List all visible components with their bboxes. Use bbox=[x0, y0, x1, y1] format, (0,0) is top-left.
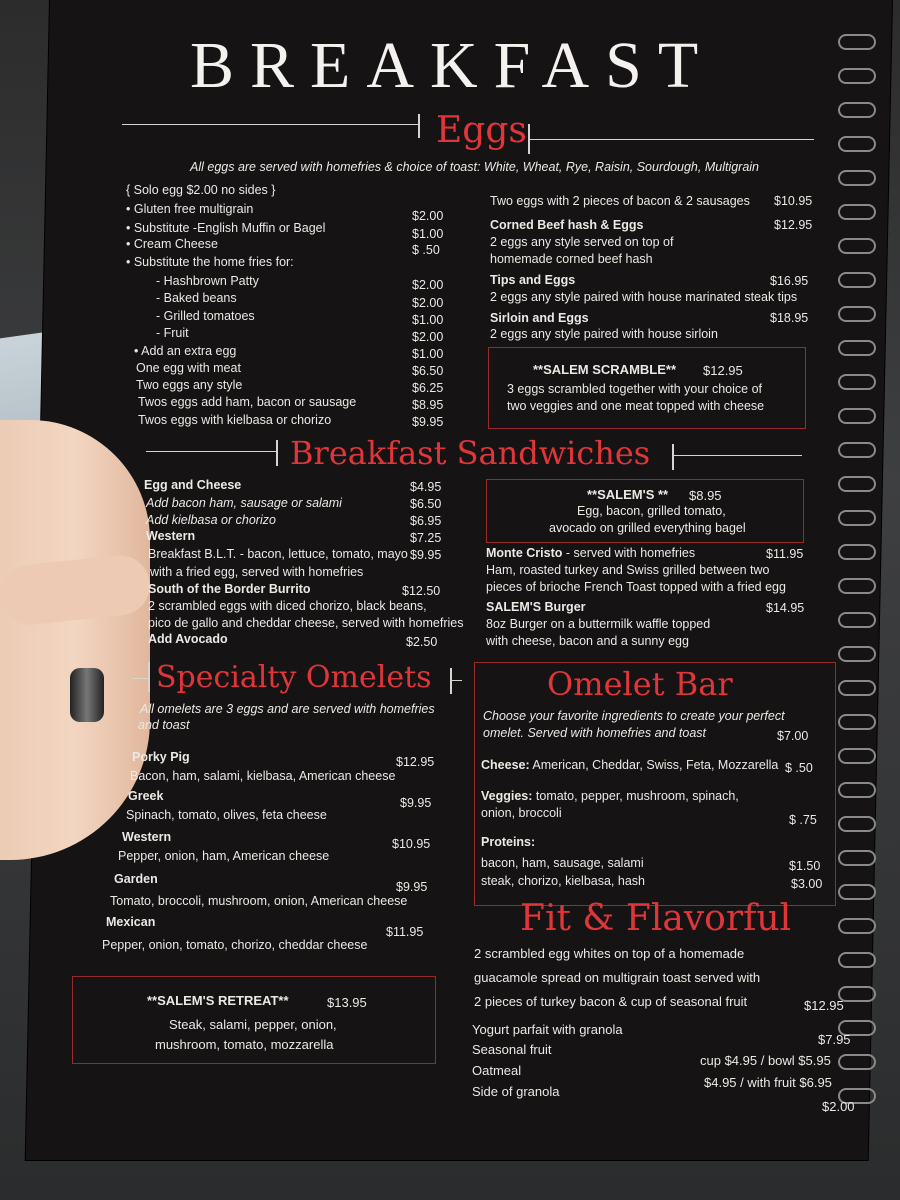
price: $ .75 bbox=[789, 813, 817, 827]
price: $3.00 bbox=[791, 877, 823, 891]
veggies-line: onion, broccoli bbox=[481, 806, 562, 820]
list-item: • Substitute -English Muffin or Bagel bbox=[126, 221, 326, 235]
menu-title: BREAKFAST bbox=[190, 29, 715, 102]
item-name: Greek bbox=[128, 789, 164, 803]
eggs-note: All eggs are served with homefries & choice of toast: White, Wheat, Rye, Raisin, Sourdough, Multigrain bbox=[190, 160, 760, 174]
item-desc: mushroom, tomato, mozzarella bbox=[155, 1037, 334, 1052]
item-name: **SALEM'S RETREAT** bbox=[147, 993, 289, 1008]
fit-heading: Fit & Flavorful bbox=[520, 898, 792, 939]
list-item: Twos eggs add ham, bacon or sausage bbox=[138, 395, 357, 409]
price: $13.95 bbox=[327, 995, 367, 1010]
list-item: • Add an extra egg bbox=[134, 344, 237, 358]
price: $2.00 bbox=[822, 1099, 855, 1114]
omelet-bar-intro: omelet. Served with homefries and toast bbox=[483, 726, 707, 740]
list-item: - Baked beans bbox=[156, 291, 237, 305]
item-desc: two veggies and one meat topped with cheese bbox=[507, 399, 765, 413]
item-name: **SALEM SCRAMBLE** bbox=[533, 362, 677, 377]
item-name: Add bacon ham, sausage or salami bbox=[146, 496, 342, 510]
item-name: Porky Pig bbox=[132, 750, 190, 764]
price: $10.95 bbox=[392, 837, 431, 851]
price: $9.95 bbox=[410, 548, 442, 562]
item-desc: 2 eggs any style paired with house sirloin bbox=[490, 327, 718, 341]
price: cup $4.95 / bowl $5.95 bbox=[700, 1053, 831, 1068]
list-item: • Substitute the home fries for: bbox=[126, 255, 294, 269]
list-item: - Fruit bbox=[156, 326, 189, 340]
omelet-bar-intro: Choose your favorite ingredients to create your perfect bbox=[483, 709, 785, 723]
price: $6.95 bbox=[410, 514, 442, 528]
item-desc: Bacon, ham, salami, kielbasa, American cheese bbox=[130, 769, 396, 783]
item-desc: pico de gallo and cheddar cheese, served with homefries bbox=[148, 616, 464, 630]
salems-retreat-box bbox=[72, 976, 436, 1064]
price: $1.00 bbox=[412, 313, 444, 327]
item-desc: with a fried egg, served with homefries bbox=[150, 565, 364, 579]
price: $6.50 bbox=[412, 364, 444, 378]
eggs-heading: Eggs bbox=[436, 110, 527, 151]
sandwiches-heading: Breakfast Sandwiches bbox=[290, 434, 651, 472]
item-desc: 2 pieces of turkey bacon & cup of seasonal fruit bbox=[474, 994, 748, 1009]
price: $ .50 bbox=[785, 761, 813, 775]
price: $2.00 bbox=[412, 296, 444, 310]
price: $11.95 bbox=[386, 925, 424, 939]
item-desc: Egg, bacon, grilled tomato, bbox=[577, 504, 726, 518]
price: $1.50 bbox=[789, 859, 821, 873]
list-item: Two eggs with 2 pieces of bacon & 2 sausages bbox=[490, 194, 750, 208]
price: $14.95 bbox=[766, 601, 805, 615]
cheese-line bbox=[481, 758, 778, 772]
omelets-note: All omelets are 3 eggs and are served with homefries bbox=[140, 702, 435, 716]
label: Veggies: bbox=[481, 789, 533, 803]
item-desc: Pepper, onion, tomato, chorizo, cheddar cheese bbox=[102, 938, 368, 952]
list-item: Twos eggs with kielbasa or chorizo bbox=[138, 413, 332, 427]
price: $7.25 bbox=[410, 531, 442, 545]
price: $12.50 bbox=[402, 584, 441, 598]
list-item: Oatmeal bbox=[472, 1063, 522, 1078]
proteins-line: bacon, ham, sausage, salami bbox=[481, 856, 644, 870]
item-name: Mexican bbox=[106, 915, 156, 929]
list-item: • Gluten free multigrain bbox=[126, 202, 254, 216]
price: $7.95 bbox=[818, 1032, 851, 1047]
proteins-line: steak, chorizo, kielbasa, hash bbox=[481, 874, 645, 888]
price: $6.50 bbox=[410, 497, 442, 511]
list-item: - Hashbrown Patty bbox=[156, 274, 259, 288]
item-name: Breakfast B.L.T. - bacon, lettuce, tomato, mayo bbox=[148, 547, 408, 561]
options: American, Cheddar, Swiss, Feta, Mozzarella bbox=[529, 758, 779, 772]
omelets-note: and toast bbox=[138, 718, 190, 732]
item-name: South of the Border Burrito bbox=[148, 582, 311, 596]
label: Cheese: bbox=[481, 758, 530, 772]
item-desc: Tomato, broccoli, mushroom, onion, American cheese bbox=[110, 894, 408, 908]
item-desc: Steak, salami, pepper, onion, bbox=[169, 1017, 337, 1032]
price: $8.95 bbox=[689, 488, 722, 503]
item-name: Western bbox=[122, 830, 172, 844]
item-name: Western bbox=[146, 529, 196, 543]
price: $4.95 / with fruit $6.95 bbox=[704, 1075, 832, 1090]
veggies-line bbox=[481, 789, 739, 803]
price: $1.00 bbox=[412, 227, 444, 241]
omelet-bar-box bbox=[474, 662, 836, 906]
price: $2.00 bbox=[412, 330, 444, 344]
price: $6.25 bbox=[412, 381, 444, 395]
options: tomato, pepper, mushroom, spinach, bbox=[532, 789, 739, 803]
price: $9.95 bbox=[400, 796, 432, 810]
price: $ .50 bbox=[412, 243, 440, 257]
item-name: SALEM'S Burger bbox=[486, 600, 586, 614]
price: $8.95 bbox=[412, 398, 444, 412]
list-item: Yogurt parfait with granola bbox=[472, 1022, 623, 1037]
item-name: Egg and Cheese bbox=[144, 478, 242, 492]
item-desc: 2 scrambled eggs with diced chorizo, black beans, bbox=[148, 599, 427, 613]
price: $12.95 bbox=[703, 363, 743, 378]
item-name: Garden bbox=[114, 872, 158, 886]
item-desc: Pepper, onion, ham, American cheese bbox=[118, 849, 330, 863]
price: $7.00 bbox=[777, 729, 809, 743]
item-desc: 3 eggs scrambled together with your choice of bbox=[507, 382, 762, 396]
item-desc: 8oz Burger on a buttermilk waffle topped bbox=[486, 617, 711, 631]
list-item: Seasonal fruit bbox=[472, 1042, 552, 1057]
price: $12.95 bbox=[396, 755, 435, 769]
item-desc: 2 scrambled egg whites on top of a homemade bbox=[474, 946, 745, 961]
item-desc: homemade corned beef hash bbox=[490, 252, 653, 266]
item-name: Tips and Eggs bbox=[490, 273, 576, 287]
price: $2.00 bbox=[412, 278, 444, 292]
omelets-heading: Specialty Omelets bbox=[156, 660, 432, 695]
price: $9.95 bbox=[396, 880, 428, 894]
item-suffix: - served with homefries bbox=[562, 546, 696, 560]
label: Proteins: bbox=[481, 835, 536, 849]
list-item: { Solo egg $2.00 no sides } bbox=[126, 183, 276, 197]
salems-box bbox=[486, 479, 804, 543]
item-desc: avocado on grilled everything bagel bbox=[549, 521, 746, 535]
salem-scramble-box bbox=[488, 347, 806, 429]
list-item: One egg with meat bbox=[136, 361, 241, 375]
price: $10.95 bbox=[774, 194, 813, 208]
list-item: Side of granola bbox=[472, 1084, 560, 1099]
price: $4.95 bbox=[410, 480, 442, 494]
list-item: Two eggs any style bbox=[136, 378, 243, 392]
list-item: - Grilled tomatoes bbox=[156, 309, 255, 323]
item-desc: Ham, roasted turkey and Swiss grilled between two bbox=[486, 563, 770, 577]
item-name: Sirloin and Eggs bbox=[490, 311, 589, 325]
price: $12.95 bbox=[804, 998, 844, 1013]
omelet-bar-heading: Omelet Bar bbox=[547, 665, 733, 703]
item-name: **SALEM'S ** bbox=[587, 487, 669, 502]
item-desc: 2 eggs any style paired with house marinated steak tips bbox=[490, 290, 798, 304]
price: $18.95 bbox=[770, 311, 809, 325]
item-name: Add Avocado bbox=[148, 632, 228, 646]
item-desc: pieces of brioche French Toast topped with a fried egg bbox=[486, 580, 786, 594]
price: $9.95 bbox=[412, 415, 444, 429]
item-name: Monte Cristo bbox=[486, 546, 563, 560]
list-item: • Cream Cheese bbox=[126, 237, 218, 251]
price: $2.50 bbox=[406, 635, 438, 649]
item-name: Add kielbasa or chorizo bbox=[146, 513, 276, 527]
item-desc: 2 eggs any style served on top of bbox=[490, 235, 674, 249]
price: $16.95 bbox=[770, 274, 809, 288]
price: $11.95 bbox=[766, 547, 804, 561]
monte-cristo bbox=[486, 546, 695, 560]
item-name: Corned Beef hash & Eggs bbox=[490, 218, 644, 232]
price: $12.95 bbox=[774, 218, 813, 232]
price: $1.00 bbox=[412, 347, 444, 361]
item-desc: with cheese, bacon and a sunny egg bbox=[486, 634, 689, 648]
item-desc: Spinach, tomato, olives, feta cheese bbox=[126, 808, 327, 822]
price: $2.00 bbox=[412, 209, 444, 223]
item-desc: guacamole spread on multigrain toast served with bbox=[474, 970, 761, 985]
